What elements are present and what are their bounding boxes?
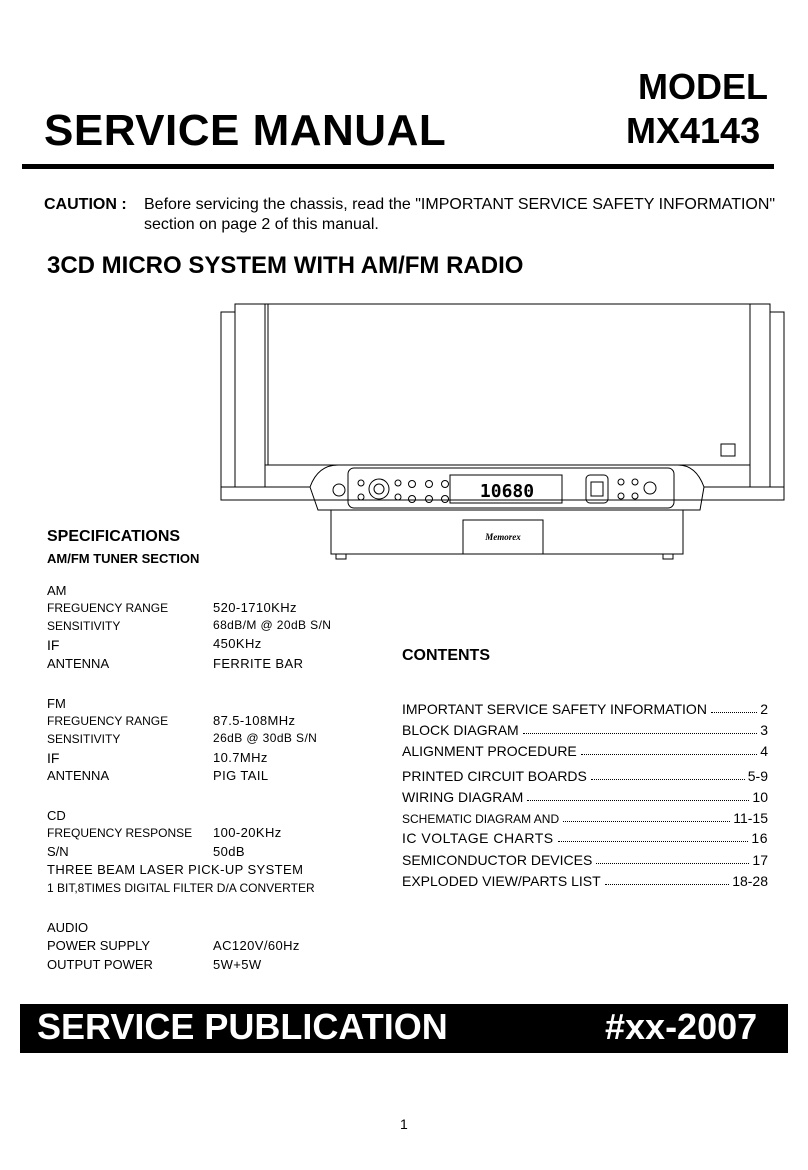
am-label: AM <box>47 583 67 598</box>
toc-leader-dots <box>563 820 730 822</box>
publication-number: #xx-2007 <box>605 1006 758 1047</box>
device-illustration <box>218 300 788 567</box>
toc-item[interactable] <box>402 869 768 889</box>
toc-item-title: SEMICONDUCTOR DEVICES <box>402 852 593 868</box>
am-spec-value: 520-1710KHz <box>213 600 297 615</box>
display-readout: 10680 <box>479 481 535 502</box>
toc-item-page: 10 <box>752 789 768 805</box>
model-number: MX4143 <box>626 110 761 151</box>
am-spec-name: SENSITIVITY <box>47 619 121 633</box>
fm-spec-name: SENSITIVITY <box>47 732 121 746</box>
audio-spec-name: POWER SUPPLY <box>47 938 151 953</box>
toc-item-page: 3 <box>760 722 768 738</box>
caution-label: CAUTION : <box>44 196 127 213</box>
toc-item-title: SCHEMATIC DIAGRAM AND <box>402 812 560 826</box>
toc-leader-dots <box>581 753 757 755</box>
cd-spec-value: 100-20KHz <box>213 825 282 840</box>
cd-spec-name: FREQUENCY RESPONSE <box>47 826 193 840</box>
toc-item[interactable] <box>402 848 768 868</box>
toc-item[interactable] <box>402 697 768 717</box>
tuner-section-heading: AM/FM TUNER SECTION <box>47 551 200 566</box>
fm-spec-value: PIG TAIL <box>213 768 269 783</box>
toc-item[interactable] <box>402 826 768 846</box>
am-spec-value: FERRITE BAR <box>213 656 304 671</box>
am-spec-name: ANTENNA <box>47 656 110 671</box>
fm-label: FM <box>47 696 66 711</box>
brand-logo: Memorex <box>485 532 521 542</box>
toc-item[interactable] <box>402 785 768 805</box>
page-title: SERVICE MANUAL <box>44 106 447 155</box>
toc-leader-dots <box>591 778 745 780</box>
toc-leader-dots <box>605 883 730 885</box>
toc-item[interactable] <box>402 739 768 759</box>
contents-heading: CONTENTS <box>402 647 490 664</box>
toc-item-title: ALIGNMENT PROCEDURE <box>402 743 577 759</box>
toc-item-title: IMPORTANT SERVICE SAFETY INFORMATION <box>402 701 707 717</box>
toc-leader-dots <box>711 711 757 713</box>
cd-converter-line: 1 BIT,8TIMES DIGITAL FILTER D/A CONVERTER <box>47 881 315 895</box>
audio-label: AUDIO <box>47 920 89 935</box>
toc-item-title: WIRING DIAGRAM <box>402 789 524 805</box>
toc-item-page: 4 <box>760 743 768 759</box>
page-number: 1 <box>400 1116 408 1132</box>
audio-spec-value: 5W+5W <box>213 957 262 972</box>
toc-item-page: 5-9 <box>747 768 768 784</box>
caution-text-line2: section on page 2 of this manual. <box>144 216 379 233</box>
fm-spec-value: 10.7MHz <box>213 750 268 765</box>
toc-leader-dots <box>527 799 749 801</box>
am-spec-value: 450KHz <box>213 636 262 651</box>
toc-item[interactable] <box>402 806 768 826</box>
toc-item-page: 11-15 <box>733 810 768 826</box>
am-spec-value: 68dB/M @ 20dB S/N <box>213 618 332 632</box>
micro-system-drawing <box>218 300 788 562</box>
audio-spec-name: OUTPUT POWER <box>47 957 153 972</box>
cd-label: CD <box>47 808 66 823</box>
fm-spec-name: ANTENNA <box>47 768 110 783</box>
cd-spec-value: 50dB <box>213 844 245 859</box>
cd-spec-name: S/N <box>47 844 69 859</box>
publication-label: SERVICE PUBLICATION <box>37 1006 448 1047</box>
toc-item-page: 18-28 <box>732 873 768 889</box>
caution-text-line1: Before servicing the chassis, read the "IMPORTANT SERVICE SAFETY INFORMATION" <box>144 196 776 213</box>
fm-spec-name: IF <box>47 750 60 766</box>
toc-leader-dots <box>523 732 758 734</box>
fm-spec-value: 87.5-108MHz <box>213 713 296 728</box>
product-title: 3CD MICRO SYSTEM WITH AM/FM RADIO <box>47 252 524 279</box>
am-spec-name: FREGUENCY RANGE <box>47 601 169 615</box>
toc-item-title: EXPLODED VIEW/PARTS LIST <box>402 873 601 889</box>
toc-item[interactable] <box>402 764 768 784</box>
toc-item-page: 2 <box>760 701 768 717</box>
toc-item-title: BLOCK DIAGRAM <box>402 722 519 738</box>
specifications-heading: SPECIFICATIONS <box>47 528 181 545</box>
audio-spec-value: AC120V/60Hz <box>213 938 300 953</box>
toc-leader-dots <box>558 840 749 842</box>
toc-item-title: IC VOLTAGE CHARTS <box>402 830 554 846</box>
toc-leader-dots <box>596 862 749 864</box>
model-label: MODEL <box>638 66 768 107</box>
toc-item-title: PRINTED CIRCUIT BOARDS <box>402 768 587 784</box>
cd-pickup-line: THREE BEAM LASER PICK-UP SYSTEM <box>47 862 304 877</box>
fm-spec-name: FREGUENCY RANGE <box>47 714 169 728</box>
toc-item-page: 16 <box>751 830 768 846</box>
toc-item-page: 17 <box>752 852 768 868</box>
header-divider <box>22 164 774 169</box>
toc-item[interactable] <box>402 718 768 738</box>
fm-spec-value: 26dB @ 30dB S/N <box>213 731 318 745</box>
am-spec-name: IF <box>47 637 60 653</box>
